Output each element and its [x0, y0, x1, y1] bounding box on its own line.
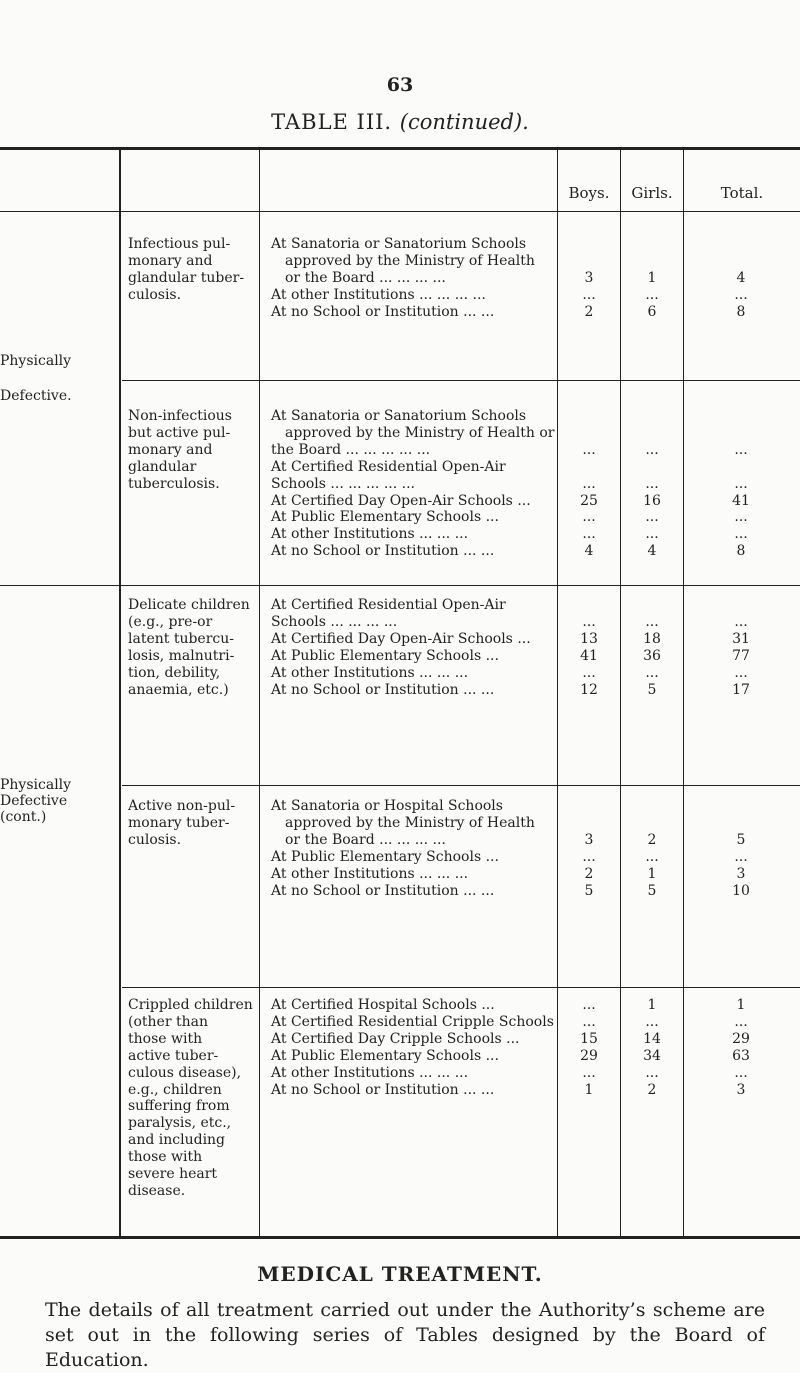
description-line: At Public Elementary Schools ...	[271, 509, 499, 526]
description-line: At no School or Institution ... ...	[271, 882, 495, 899]
boys-value: ...	[582, 1013, 596, 1030]
header-girls: Girls.	[631, 184, 673, 202]
description-line: At no School or Institution ... ...	[271, 681, 495, 698]
description-line: or the Board ... ... ... ...	[285, 831, 446, 848]
boys-value: 15	[580, 1030, 598, 1047]
girls-value: ...	[645, 286, 659, 303]
description-line: At no School or Institution ... ...	[271, 1081, 495, 1098]
boys-value: 1	[584, 1081, 594, 1098]
girls-value: ...	[645, 1013, 659, 1030]
girls-value: 1	[647, 865, 657, 882]
category-line: those with	[128, 1149, 203, 1166]
girls-value: ...	[645, 613, 659, 630]
boys-value: 3	[584, 831, 594, 848]
boys-value: 2	[584, 865, 594, 882]
description-line: At other Institutions ... ... ...	[271, 1064, 469, 1081]
description-line: At Sanatoria or Sanatorium Schools	[271, 408, 527, 424]
boys-value: ...	[582, 1064, 596, 1081]
category-line: monary tuber-	[128, 814, 230, 831]
category-line: glandular tuber-	[128, 269, 245, 286]
category-line: monary and	[128, 441, 213, 458]
total-value: 77	[732, 647, 750, 664]
category-line: those with	[128, 1030, 203, 1047]
category-line: Non-infectious	[128, 408, 232, 424]
boys-value: ...	[582, 441, 596, 458]
total-value: 3	[736, 865, 746, 882]
description-line: or the Board ... ... ... ...	[285, 269, 446, 286]
total-value: 5	[736, 831, 746, 848]
description-line: At Certified Day Cripple Schools ...	[271, 1030, 520, 1047]
group-label-line: (cont.)	[0, 809, 47, 825]
total-value: 31	[732, 630, 750, 647]
description-line: At other Institutions ... ... ...	[271, 664, 469, 681]
total-value: ...	[734, 526, 748, 543]
boys-value: ...	[582, 848, 596, 865]
boys-value: 3	[584, 269, 594, 286]
divider-description-col	[557, 147, 558, 1237]
category-line: monary and	[128, 252, 213, 269]
total-value: 41	[732, 492, 750, 509]
total-value: ...	[734, 286, 748, 303]
table-title	[0, 110, 800, 134]
category-line: tuberculosis.	[128, 475, 220, 492]
total-value: ...	[734, 509, 748, 526]
table-iii	[0, 147, 800, 1237]
category-line: Infectious pul-	[128, 236, 231, 252]
group-label-line: Physically	[0, 353, 72, 369]
description-line: At Certified Residential Open-Air	[271, 597, 506, 613]
total-value: 10	[732, 882, 750, 899]
girls-value: 36	[643, 647, 661, 664]
category-line: glandular	[128, 458, 197, 475]
description-line: Schools ... ... ... ... ...	[271, 475, 415, 492]
boys-value: 5	[584, 882, 594, 899]
total-value: 17	[732, 681, 750, 698]
girls-value: ...	[645, 1064, 659, 1081]
girls-value: 18	[643, 630, 661, 647]
category-line: severe heart	[128, 1166, 218, 1182]
boys-value: 4	[584, 543, 594, 560]
total-value: 8	[736, 543, 746, 560]
boys-value: ...	[582, 997, 596, 1013]
description-line: At Public Elementary Schools ...	[271, 647, 499, 664]
girls-value: 5	[647, 681, 657, 698]
total-value: 63	[732, 1047, 750, 1064]
category-line: culous disease),	[128, 1064, 242, 1081]
total-value: ...	[734, 848, 748, 865]
total-value: ...	[734, 441, 748, 458]
boys-value: ...	[582, 526, 596, 543]
medical-treatment-text: The details of all treatment carried out under the Authority’s scheme are set out in the following series of Tables designed by the Board of Education.	[45, 1299, 765, 1371]
divider-category-col	[259, 147, 260, 1237]
girls-value: ...	[645, 848, 659, 865]
description-line: At no School or Institution ... ...	[271, 303, 495, 320]
girls-value: ...	[645, 509, 659, 526]
category-line: (e.g., pre-or	[128, 613, 213, 630]
category-line: Delicate children	[128, 597, 250, 613]
description-line: At Certified Residential Cripple Schools	[271, 1013, 554, 1030]
boys-value: 13	[580, 630, 598, 647]
total-value: 29	[732, 1030, 750, 1047]
boys-value: 25	[580, 492, 598, 509]
category-line: anaemia, etc.)	[128, 681, 229, 698]
boys-value: 2	[584, 303, 594, 320]
description-line: At Certified Day Open-Air Schools ...	[271, 492, 531, 509]
rule-section-4	[122, 785, 800, 786]
group-label-line: Defective.	[0, 388, 72, 404]
page-number: 63	[386, 74, 414, 96]
category-line: tion, debility,	[128, 664, 221, 681]
boys-value: 12	[580, 681, 598, 698]
description-line: At no School or Institution ... ...	[271, 543, 495, 560]
girls-value: ...	[645, 526, 659, 543]
description-line: At other Institutions ... ... ... ...	[271, 286, 486, 303]
category-line: paralysis, etc.,	[128, 1115, 232, 1132]
total-value: 4	[736, 269, 746, 286]
girls-value: 16	[643, 492, 661, 509]
category-line: disease.	[128, 1182, 186, 1199]
description-line: At other Institutions ... ... ...	[271, 526, 469, 543]
total-value: ...	[734, 1013, 748, 1030]
boys-value: 41	[580, 647, 598, 664]
description-line: At Public Elementary Schools ...	[271, 848, 499, 865]
description-line: At Public Elementary Schools ...	[271, 1047, 499, 1064]
girls-value: 6	[647, 303, 657, 320]
total-value: 1	[736, 997, 746, 1013]
description-line: approved by the Ministry of Health	[285, 814, 535, 831]
description-line: At Sanatoria or Hospital Schools	[271, 798, 503, 814]
total-value: ...	[734, 1064, 748, 1081]
divider-boys-col	[620, 147, 621, 1237]
divider-group-col	[119, 147, 121, 1237]
table-title-suffix: (continued).	[399, 110, 529, 134]
girls-value: 1	[647, 269, 657, 286]
category-line: (other than	[128, 1013, 208, 1030]
description-line: approved by the Ministry of Health or	[285, 424, 555, 441]
description-line: At Certified Hospital Schools ...	[271, 997, 495, 1013]
category-line: Crippled children	[128, 997, 253, 1013]
rule-section-2	[122, 380, 800, 381]
category-line: culosis.	[128, 831, 182, 848]
girls-value: 5	[647, 882, 657, 899]
description-line: At other Institutions ... ... ...	[271, 865, 469, 882]
boys-value: ...	[582, 475, 596, 492]
header-total: Total.	[720, 184, 764, 202]
category-line: e.g., children	[128, 1081, 222, 1098]
table-title-main: TABLE III.	[271, 110, 393, 134]
boys-value: ...	[582, 664, 596, 681]
description-line: At Sanatoria or Sanatorium Schools	[271, 236, 527, 252]
header-boys: Boys.	[568, 184, 610, 202]
girls-value: ...	[645, 441, 659, 458]
girls-value: 34	[643, 1047, 661, 1064]
description-line: At Certified Day Open-Air Schools ...	[271, 630, 531, 647]
category-line: latent tubercu-	[128, 630, 234, 647]
category-line: but active pul-	[128, 424, 231, 441]
total-value: 3	[736, 1081, 746, 1098]
category-line: losis, malnutri-	[128, 647, 235, 664]
description-line: Schools ... ... ... ...	[271, 613, 398, 630]
boys-value: ...	[582, 509, 596, 526]
girls-value: 2	[647, 831, 657, 848]
description-line: approved by the Ministry of Health	[285, 252, 535, 269]
girls-value: 4	[647, 543, 657, 560]
category-line: culosis.	[128, 286, 182, 303]
boys-value: 29	[580, 1047, 598, 1064]
total-value: ...	[734, 613, 748, 630]
divider-girls-col	[683, 147, 684, 1237]
boys-value: ...	[582, 613, 596, 630]
total-value: ...	[734, 664, 748, 681]
rule-section-5	[122, 987, 800, 988]
description-line: the Board ... ... ... ... ...	[271, 441, 431, 458]
girls-value: 1	[647, 997, 657, 1013]
girls-value: ...	[645, 664, 659, 681]
group-label-line: Defective	[0, 793, 68, 809]
girls-value: 2	[647, 1081, 657, 1098]
group-label-line: Physically	[0, 777, 72, 793]
description-line: At Certified Residential Open-Air	[271, 458, 506, 475]
category-line: suffering from	[128, 1098, 230, 1115]
girls-value: ...	[645, 475, 659, 492]
total-value: ...	[734, 475, 748, 492]
boys-value: ...	[582, 286, 596, 303]
category-line: Active non-pul-	[128, 798, 236, 814]
girls-value: 14	[643, 1030, 661, 1047]
total-value: 8	[736, 303, 746, 320]
medical-treatment-heading: MEDICAL TREATMENT.	[257, 1262, 543, 1286]
category-line: and including	[128, 1132, 226, 1149]
category-line: active tuber-	[128, 1047, 219, 1064]
